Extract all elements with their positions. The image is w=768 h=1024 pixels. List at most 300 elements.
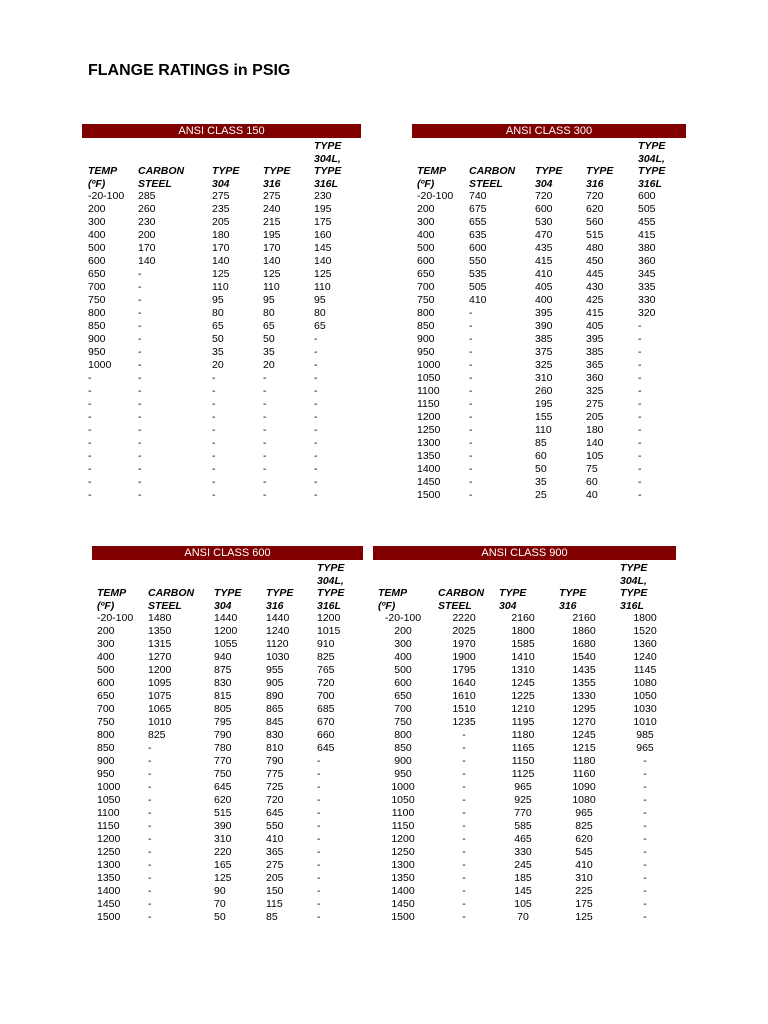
table-cell-type-304-col: 170	[212, 242, 230, 254]
table-cell-carbon-steel-col: -	[148, 807, 152, 819]
table-cell-carbon-steel-col: -	[138, 450, 142, 462]
table-cell-type-304l-316l-col: -	[638, 346, 642, 358]
table-cell-type-304l-316l-col: -	[317, 846, 321, 858]
table-cell-type-304l-316l-col: -	[317, 885, 321, 897]
table-cell-type-316-col: 545	[575, 846, 593, 858]
table-cell-type-304-col: 125	[212, 268, 230, 280]
table-body	[92, 612, 363, 924]
table-cell-type-316-col: 75	[586, 463, 598, 475]
table-cell-type-304-col: 220	[214, 846, 232, 858]
table-cell-type-316-col: 1295	[572, 703, 596, 715]
table-cell-temp-col: 1200	[391, 833, 415, 845]
table-cell-type-304l-316l-col: -	[638, 372, 642, 384]
table-cell-type-304-col: 70	[517, 911, 529, 923]
table-row	[92, 807, 363, 820]
table-row	[373, 729, 676, 742]
table-cell-carbon-steel-col: 600	[469, 242, 487, 254]
table-cell-temp-col: 800	[97, 729, 115, 741]
table-row	[82, 294, 361, 307]
table-cell-temp-col: -	[88, 489, 92, 501]
table-cell-type-304l-316l-col: 415	[638, 229, 656, 241]
table-cell-type-304l-316l-col: 505	[638, 203, 656, 215]
table-row	[82, 281, 361, 294]
table-cell-carbon-steel-col: -	[138, 437, 142, 449]
table-cell-carbon-steel-col: -	[469, 398, 473, 410]
table-cell-temp-col: -	[88, 372, 92, 384]
table-cell-carbon-steel-col: -	[138, 320, 142, 332]
table-row	[412, 411, 686, 424]
table-row	[92, 729, 363, 742]
table-cell-type-304l-316l-col: 1080	[633, 677, 657, 689]
table-cell-type-316-col: 445	[586, 268, 604, 280]
table-cell-carbon-steel-col: 1235	[452, 716, 476, 728]
table-cell-type-304-col: 310	[535, 372, 553, 384]
table-row	[412, 203, 686, 216]
table-row	[373, 872, 676, 885]
table-cell-type-316-col: 1080	[572, 794, 596, 806]
table-cell-type-304-col: 790	[214, 729, 232, 741]
table-cell-type-304l-316l-col: -	[314, 385, 318, 397]
table-cell-type-304-col: 1210	[511, 703, 535, 715]
table-row	[373, 859, 676, 872]
table-cell-type-316-col: 1860	[572, 625, 596, 637]
table-cell-type-304-col: 1180	[511, 729, 535, 741]
table-cell-carbon-steel-col: 1095	[148, 677, 172, 689]
table-row	[412, 372, 686, 385]
table-cell-type-304l-316l-col: 65	[314, 320, 326, 332]
table-row	[82, 320, 361, 333]
table-cell-type-304-col: 25	[535, 489, 547, 501]
table-cell-type-304l-316l-col: 965	[636, 742, 654, 754]
table-row	[82, 476, 361, 489]
table-row	[82, 346, 361, 359]
table-cell-type-304-col: 750	[214, 768, 232, 780]
table-cell-type-316-col: 410	[575, 859, 593, 871]
table-cell-temp-col: 700	[97, 703, 115, 715]
table-cell-type-316-col: 140	[586, 437, 604, 449]
table-cell-type-316-col: 775	[266, 768, 284, 780]
table-row	[92, 651, 363, 664]
table-cell-temp-col: 300	[88, 216, 106, 228]
table-cell-type-316-col: 1240	[266, 625, 290, 637]
table-cell-temp-col: 600	[394, 677, 412, 689]
table-row	[82, 385, 361, 398]
table-cell-type-304l-316l-col: -	[317, 755, 321, 767]
table-cell-type-316-col: 215	[263, 216, 281, 228]
table-cell-type-304l-316l-col: -	[317, 859, 321, 871]
table-cell-type-304l-316l-col: -	[638, 359, 642, 371]
table-cell-type-304-col: 235	[212, 203, 230, 215]
table-row	[92, 703, 363, 716]
table-cell-temp-col: 300	[417, 216, 435, 228]
table-cell-carbon-steel-col: 675	[469, 203, 487, 215]
table-cell-carbon-steel-col: 1480	[148, 612, 172, 624]
table-cell-temp-col: 400	[394, 651, 412, 663]
table-cell-temp-col: -	[88, 463, 92, 475]
table-cell-type-304l-316l-col: -	[317, 820, 321, 832]
table-cell-type-316-col: 865	[266, 703, 284, 715]
table-cell-type-304-col: -	[212, 450, 216, 462]
table-cell-type-304l-316l-col: 110	[314, 281, 331, 293]
table-row	[412, 216, 686, 229]
table-cell-carbon-steel-col: -	[148, 885, 152, 897]
table-cell-carbon-steel-col: -	[138, 359, 142, 371]
table-row	[412, 307, 686, 320]
table-row	[373, 690, 676, 703]
table-cell-temp-col: 400	[88, 229, 106, 241]
table-cell-type-304-col: -	[212, 372, 216, 384]
table-cell-type-304l-316l-col: -	[643, 781, 647, 793]
table-cell-type-316-col: 40	[586, 489, 598, 501]
table-cell-type-316-col: 725	[266, 781, 284, 793]
table-cell-type-304-col: 470	[535, 229, 553, 241]
table-cell-temp-col: 200	[97, 625, 115, 637]
table-cell-temp-col: 1250	[97, 846, 121, 858]
table-row	[373, 781, 676, 794]
table-cell-carbon-steel-col: -	[138, 385, 142, 397]
column-header-temp-col: TEMP (ºF)	[417, 165, 447, 190]
table-cell-type-304-col: 400	[535, 294, 553, 306]
table-cell-temp-col: 950	[97, 768, 115, 780]
table-cell-temp-col: 1350	[417, 450, 441, 462]
table-cell-temp-col: -20-100	[417, 190, 454, 202]
table-cell-type-304l-316l-col: -	[643, 794, 647, 806]
table-cell-type-316-col: 20	[263, 359, 275, 371]
table-cell-carbon-steel-col: -	[462, 755, 466, 767]
table-cell-type-304l-316l-col: 1010	[633, 716, 657, 728]
table-row	[412, 359, 686, 372]
table-cell-type-316-col: 720	[586, 190, 604, 202]
table-cell-type-304l-316l-col: -	[314, 424, 318, 436]
table-cell-type-304-col: 195	[535, 398, 553, 410]
table-row	[92, 664, 363, 677]
table-cell-temp-col: 950	[88, 346, 106, 358]
table-cell-temp-col: 650	[417, 268, 435, 280]
table-cell-type-304-col: 1800	[511, 625, 535, 637]
table-cell-carbon-steel-col: 140	[138, 255, 156, 267]
table-cell-type-304-col: 185	[514, 872, 532, 884]
table-row	[412, 294, 686, 307]
column-header-carbon-steel-col: CARBON STEEL	[138, 165, 185, 190]
table-cell-type-304-col: -	[212, 398, 216, 410]
table-cell-carbon-steel-col: -	[138, 268, 142, 280]
table-row	[92, 742, 363, 755]
table-cell-carbon-steel-col: 1315	[148, 638, 172, 650]
table-row	[82, 489, 361, 502]
column-header-type-316-col: TYPE 316	[263, 165, 291, 190]
table-cell-type-316-col: 790	[266, 755, 284, 767]
table-cell-type-316-col: 1435	[572, 664, 596, 676]
table-cell-carbon-steel-col: 285	[138, 190, 156, 202]
table-cell-carbon-steel-col: -	[469, 489, 473, 501]
table-cell-type-304-col: 645	[214, 781, 232, 793]
table-cell-type-304l-316l-col: -	[314, 450, 318, 462]
table-cell-temp-col: 800	[394, 729, 412, 741]
table-cell-type-304l-316l-col: -	[643, 885, 647, 897]
table-row	[373, 833, 676, 846]
table-cell-type-316-col: 365	[266, 846, 284, 858]
table-cell-type-304-col: 770	[514, 807, 532, 819]
table-row	[82, 229, 361, 242]
column-headers	[82, 138, 361, 190]
table-cell-carbon-steel-col: -	[138, 476, 142, 488]
table-row	[82, 190, 361, 203]
table-cell-type-316-col: 1160	[572, 768, 596, 780]
table-cell-carbon-steel-col: -	[138, 346, 142, 358]
table-cell-type-304l-316l-col: -	[317, 768, 321, 780]
table-row	[82, 242, 361, 255]
table-cell-type-304-col: 410	[535, 268, 553, 280]
column-header-carbon-steel-col: CARBON STEEL	[438, 587, 485, 612]
table-cell-temp-col: 1300	[391, 859, 415, 871]
table-cell-temp-col: -	[88, 437, 92, 449]
table-cell-type-316-col: 720	[266, 794, 284, 806]
table-row	[92, 638, 363, 651]
table-cell-type-304-col: 385	[535, 333, 553, 345]
table-cell-type-304l-316l-col: 1520	[633, 625, 657, 637]
table-cell-carbon-steel-col: -	[138, 372, 142, 384]
table-cell-carbon-steel-col: -	[462, 859, 466, 871]
table-cell-type-304-col: 80	[212, 307, 224, 319]
table-cell-temp-col: -	[88, 398, 92, 410]
table-cell-type-316-col: 110	[263, 281, 280, 293]
table-cell-carbon-steel-col: -	[148, 742, 152, 754]
table-row	[92, 612, 363, 625]
table-row	[412, 463, 686, 476]
table-cell-type-304-col: 110	[535, 424, 552, 436]
table-cell-type-316-col: 430	[586, 281, 604, 293]
table-row	[82, 398, 361, 411]
table-cell-temp-col: 800	[88, 307, 106, 319]
table-cell-temp-col: 750	[88, 294, 106, 306]
table-body	[412, 190, 686, 502]
table-row	[82, 359, 361, 372]
table-cell-type-304l-316l-col: -	[314, 411, 318, 423]
table-cell-type-316-col: 415	[586, 307, 604, 319]
table-cell-type-316-col: 140	[263, 255, 281, 267]
table-cell-type-304l-316l-col: -	[643, 911, 647, 923]
page-title: FLANGE RATINGS in PSIG	[88, 62, 291, 79]
table-cell-temp-col: 1150	[417, 398, 440, 410]
table-cell-type-304-col: 815	[214, 690, 232, 702]
table-cell-type-316-col: 60	[586, 476, 598, 488]
table-cell-temp-col: 850	[394, 742, 412, 754]
table-cell-carbon-steel-col: 550	[469, 255, 487, 267]
table-cell-temp-col: 650	[394, 690, 412, 702]
table-cell-type-304-col: 95	[212, 294, 224, 306]
table-cell-carbon-steel-col: -	[469, 424, 473, 436]
table-cell-type-304-col: 1055	[214, 638, 238, 650]
table-cell-type-304l-316l-col: 1360	[633, 638, 657, 650]
table-row	[412, 489, 686, 502]
table-cell-type-316-col: 1355	[572, 677, 596, 689]
table-cell-type-304-col: 325	[535, 359, 553, 371]
table-cell-type-304-col: 375	[535, 346, 553, 358]
table-cell-type-304l-316l-col: 175	[314, 216, 332, 228]
table-cell-type-304l-316l-col: 140	[314, 255, 332, 267]
table-cell-type-304-col: 35	[535, 476, 547, 488]
table-cell-type-304l-316l-col: -	[643, 807, 647, 819]
table-cell-type-316-col: 50	[263, 333, 275, 345]
table-row	[373, 677, 676, 690]
table-cell-type-304-col: 515	[214, 807, 232, 819]
column-header-temp-col: TEMP (ºF)	[88, 165, 118, 190]
table-cell-type-316-col: 1030	[266, 651, 290, 663]
table-cell-type-304l-316l-col: -	[314, 463, 318, 475]
table-cell-carbon-steel-col: 2220	[452, 612, 476, 624]
table-cell-carbon-steel-col: -	[138, 398, 142, 410]
table-row	[92, 911, 363, 924]
table-cell-type-304l-316l-col: 80	[314, 307, 326, 319]
table-row	[82, 255, 361, 268]
table-cell-carbon-steel-col: -	[138, 294, 142, 306]
table-cell-type-316-col: 450	[586, 255, 604, 267]
column-header-temp-col: TEMP (ºF)	[97, 587, 127, 612]
table-cell-type-316-col: 1120	[266, 638, 289, 650]
table-cell-type-304-col: -	[212, 385, 216, 397]
table-row	[92, 859, 363, 872]
table-cell-type-304l-316l-col: 335	[638, 281, 656, 293]
table-row	[373, 846, 676, 859]
table-cell-type-316-col: 105	[586, 450, 604, 462]
table-cell-type-304-col: 465	[514, 833, 532, 845]
table-row	[373, 612, 676, 625]
table-cell-carbon-steel-col: -	[138, 489, 142, 501]
table-cell-type-304-col: 770	[214, 755, 232, 767]
table-cell-type-304-col: 1200	[214, 625, 238, 637]
table-cell-type-304l-316l-col: -	[643, 859, 647, 871]
table-cell-temp-col: 1250	[391, 846, 415, 858]
column-header-type-316-col: TYPE 316	[586, 165, 614, 190]
table-cell-type-304l-316l-col: -	[638, 437, 642, 449]
table-cell-carbon-steel-col: -	[462, 872, 466, 884]
table-cell-type-304-col: 105	[514, 898, 532, 910]
table-cell-carbon-steel-col: -	[469, 372, 473, 384]
table-cell-carbon-steel-col: -	[462, 781, 466, 793]
table-cell-type-316-col: -	[263, 385, 267, 397]
table-row	[373, 664, 676, 677]
table-cell-carbon-steel-col: 170	[138, 242, 156, 254]
table-cell-carbon-steel-col: -	[469, 359, 473, 371]
table-row	[373, 625, 676, 638]
column-header-type-304-col: TYPE 304	[499, 587, 527, 612]
table-cell-type-316-col: 825	[575, 820, 593, 832]
table-row	[82, 450, 361, 463]
table-cell-carbon-steel-col: 740	[469, 190, 487, 202]
table-cell-carbon-steel-col: -	[462, 794, 466, 806]
table-cell-type-304-col: 2160	[511, 612, 535, 624]
table-row	[373, 898, 676, 911]
table-row	[82, 463, 361, 476]
table-cell-temp-col: 500	[394, 664, 412, 676]
table-cell-carbon-steel-col: 1795	[452, 664, 476, 676]
ansi-class-150-table	[82, 124, 361, 502]
table-cell-type-316-col: -	[263, 463, 267, 475]
table-cell-type-304l-316l-col: 720	[317, 677, 335, 689]
table-cell-type-316-col: 125	[575, 911, 593, 923]
table-cell-type-316-col: 515	[586, 229, 604, 241]
table-cell-type-304l-316l-col: -	[638, 385, 642, 397]
table-cell-type-304l-316l-col: 1145	[633, 664, 657, 676]
table-row	[412, 190, 686, 203]
table-row	[82, 268, 361, 281]
table-cell-type-316-col: -	[263, 411, 267, 423]
table-cell-carbon-steel-col: -	[469, 463, 473, 475]
table-row	[373, 820, 676, 833]
table-cell-type-316-col: 905	[266, 677, 284, 689]
table-row	[82, 333, 361, 346]
table-cell-type-316-col: 560	[586, 216, 604, 228]
column-header-type-316-col: TYPE 316	[266, 587, 294, 612]
table-cell-type-304-col: 395	[535, 307, 553, 319]
table-cell-type-316-col: 205	[266, 872, 284, 884]
table-cell-type-304l-316l-col: -	[317, 898, 321, 910]
table-cell-type-304-col: 310	[214, 833, 232, 845]
table-row	[412, 450, 686, 463]
table-title-bar: ANSI CLASS 900	[373, 546, 676, 560]
table-cell-temp-col: 850	[97, 742, 115, 754]
table-cell-type-316-col: 395	[586, 333, 604, 345]
table-cell-temp-col: 950	[417, 346, 435, 358]
table-cell-type-304l-316l-col: -	[638, 398, 642, 410]
table-cell-type-304l-316l-col: -	[638, 424, 642, 436]
table-title-bar: ANSI CLASS 150	[82, 124, 361, 138]
table-cell-type-304l-316l-col: 685	[317, 703, 335, 715]
table-cell-type-316-col: -	[263, 450, 267, 462]
table-cell-carbon-steel-col: 1510	[452, 703, 476, 715]
table-cell-carbon-steel-col: 230	[138, 216, 156, 228]
table-row	[82, 203, 361, 216]
table-cell-type-316-col: -	[263, 489, 267, 501]
table-cell-temp-col: -	[88, 385, 92, 397]
table-row	[412, 229, 686, 242]
table-cell-carbon-steel-col: -	[138, 333, 142, 345]
table-cell-type-304l-316l-col: 985	[636, 729, 654, 741]
table-cell-type-304l-316l-col: -	[317, 833, 321, 845]
table-cell-type-316-col: 645	[266, 807, 284, 819]
table-cell-type-304-col: 65	[212, 320, 224, 332]
table-cell-carbon-steel-col: -	[462, 833, 466, 845]
table-cell-type-316-col: 385	[586, 346, 604, 358]
table-cell-carbon-steel-col: -	[148, 781, 152, 793]
table-cell-temp-col: 200	[394, 625, 412, 637]
table-row	[373, 885, 676, 898]
column-header-carbon-steel-col: CARBON STEEL	[148, 587, 195, 612]
table-row	[82, 437, 361, 450]
ansi-class-900-table	[373, 546, 676, 924]
table-cell-temp-col: 1200	[417, 411, 441, 423]
table-cell-type-304-col: 330	[514, 846, 532, 858]
table-cell-temp-col: 950	[394, 768, 412, 780]
table-cell-type-304l-316l-col: -	[643, 755, 647, 767]
table-cell-temp-col: -20-100	[384, 612, 422, 624]
table-cell-temp-col: 300	[97, 638, 115, 650]
table-cell-type-316-col: 2160	[572, 612, 596, 624]
table-cell-type-304l-316l-col: 145	[314, 242, 332, 254]
table-cell-type-304-col: 70	[214, 898, 226, 910]
table-cell-type-304l-316l-col: 380	[638, 242, 656, 254]
table-row	[373, 755, 676, 768]
table-row	[373, 651, 676, 664]
table-cell-type-304l-316l-col: -	[314, 489, 318, 501]
table-cell-type-304l-316l-col: -	[314, 333, 318, 345]
table-cell-temp-col: 300	[394, 638, 412, 650]
table-cell-type-304l-316l-col: -	[638, 476, 642, 488]
table-cell-temp-col: -	[88, 476, 92, 488]
table-cell-temp-col: 1350	[391, 872, 415, 884]
table-cell-temp-col: 900	[88, 333, 106, 345]
table-cell-type-304-col: 805	[214, 703, 232, 715]
